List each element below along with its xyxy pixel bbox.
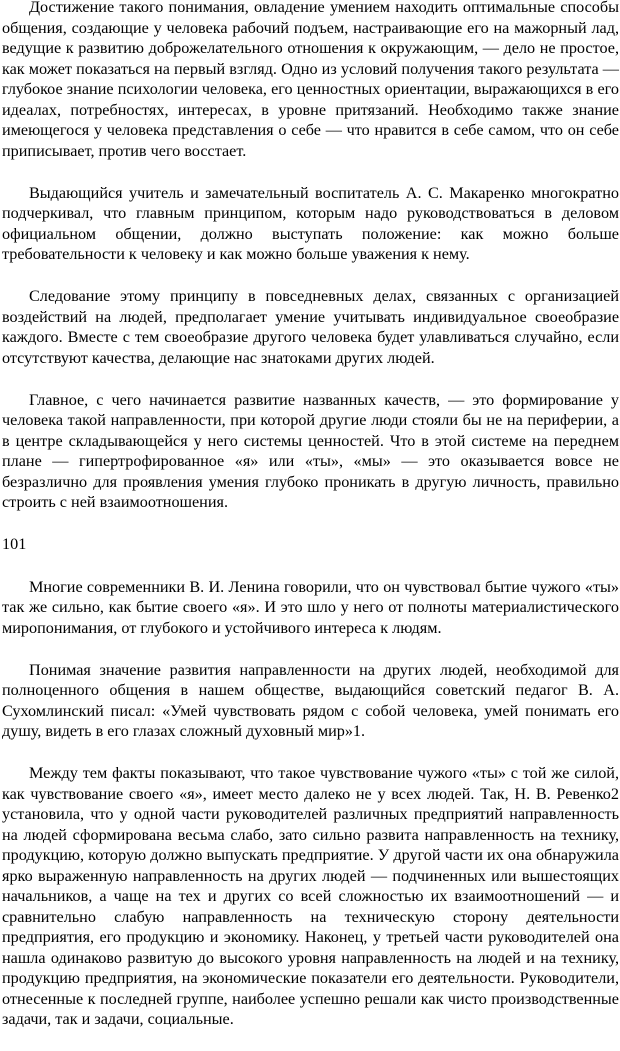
document-page [2, 0, 619, 1051]
paragraph-orientation: Главное, с чего начинается развитие названных качеств, — это формирование у человека такой направленности, при которой другие люди стояли бы не на периферии, а в центре складывающейся у него системы ценностей. Что в этой системе на переднем плане — гипертрофированное «я» или «ты», «мы» — это оказывается вовсе не безразлично для проявления умения глубоко проникать в другую личность, правильно строить с ней взаимоотношения. [2, 390, 619, 511]
paragraph-understanding: Достижение такого понимания, овладение умением находить оптимальные способы общения, создающие у человека рабочий подъем, настраивающие его на мажорный лад, ведущие к развитию доброжелательного отношения к окружающим, — дело не простое, как может показаться на первый взгляд. Одно из условий получения такого результата — глубокое знание психологии человека, его ценностных ориентации, выражающихся в его идеалах, потребностях, интересах, в уровне притязаний. Необходимо также знание имеющегося у человека представления о себе — что нравится в себе самом, что он себе приписывает, против чего восстает. [2, 0, 619, 160]
paragraph-principle: Следование этому принципу в повседневных делах, связанных с организацией воздействий на людей, предполагает умение учитывать индивидуальное своеобразие каждого. Вместе с тем своеобразие другого человека будет улавливаться случайно, если отсутствуют качества, делающие нас знатоками других людей. [2, 287, 619, 367]
paragraph-lenin: Многие современники В. И. Ленина говорили, что он чувствовал бытие чужого «ты» так же сильно, как бытие своего «я». И это шло у него от полноты материалистического миропонимания, от глубокого и устойчивого интереса к людям. [2, 577, 619, 637]
paragraph-sukhomlinsky: Понимая значение развития направленности на других людей, необходимой для полноценного общения в нашем обществе, выдающийся советский педагог В. А. Сухомлинский писал: «Умей чувствовать рядом с собой человека, умей понимать его душу, видеть в его глазах сложный духовный мир»1. [2, 660, 619, 740]
page-number: 101 [2, 535, 27, 553]
paragraph-revenko: Между тем факты показывают, что такое чувствование чужого «ты» с той же силой, как чувствование своего «я», имеет место далеко не у всех людей. Так, Н. В. Ревенко2 установила, что у одной части руководителей различных предприятий направленность на людей сформирована весьма слабо, зато сильно развита направленность на технику, продукцию, которую должно выпускать предприятие. У другой части их она обнаружила ярко выраженную направленность на других людей — подчиненных или вышестоящих начальников, а чаще на тех и других со всей сложностью их взаимоотношений — и сравнительно слабую направленность на техническую сторону деятельности предприятия, его продукцию и экономику. Наконец, у третьей части руководителей она нашла одинаково развитую до высокого уровня направленность на людей и на технику, продукцию предприятия, на экономические показатели его деятельности. Руководители, отнесенные к последней группе, наиболее успешно решали как чисто производственные задачи, так и задачи, социальные. [2, 764, 619, 1028]
paragraph-makarenko: Выдающийся учитель и замечательный воспитатель А. С. Макаренко многократно подчеркивал, что главным принципом, которым надо руководствоваться в деловом официальном общении, должно выступать положение: как можно больше требовательности к человеку и как можно больше уважения к нему. [2, 183, 619, 263]
